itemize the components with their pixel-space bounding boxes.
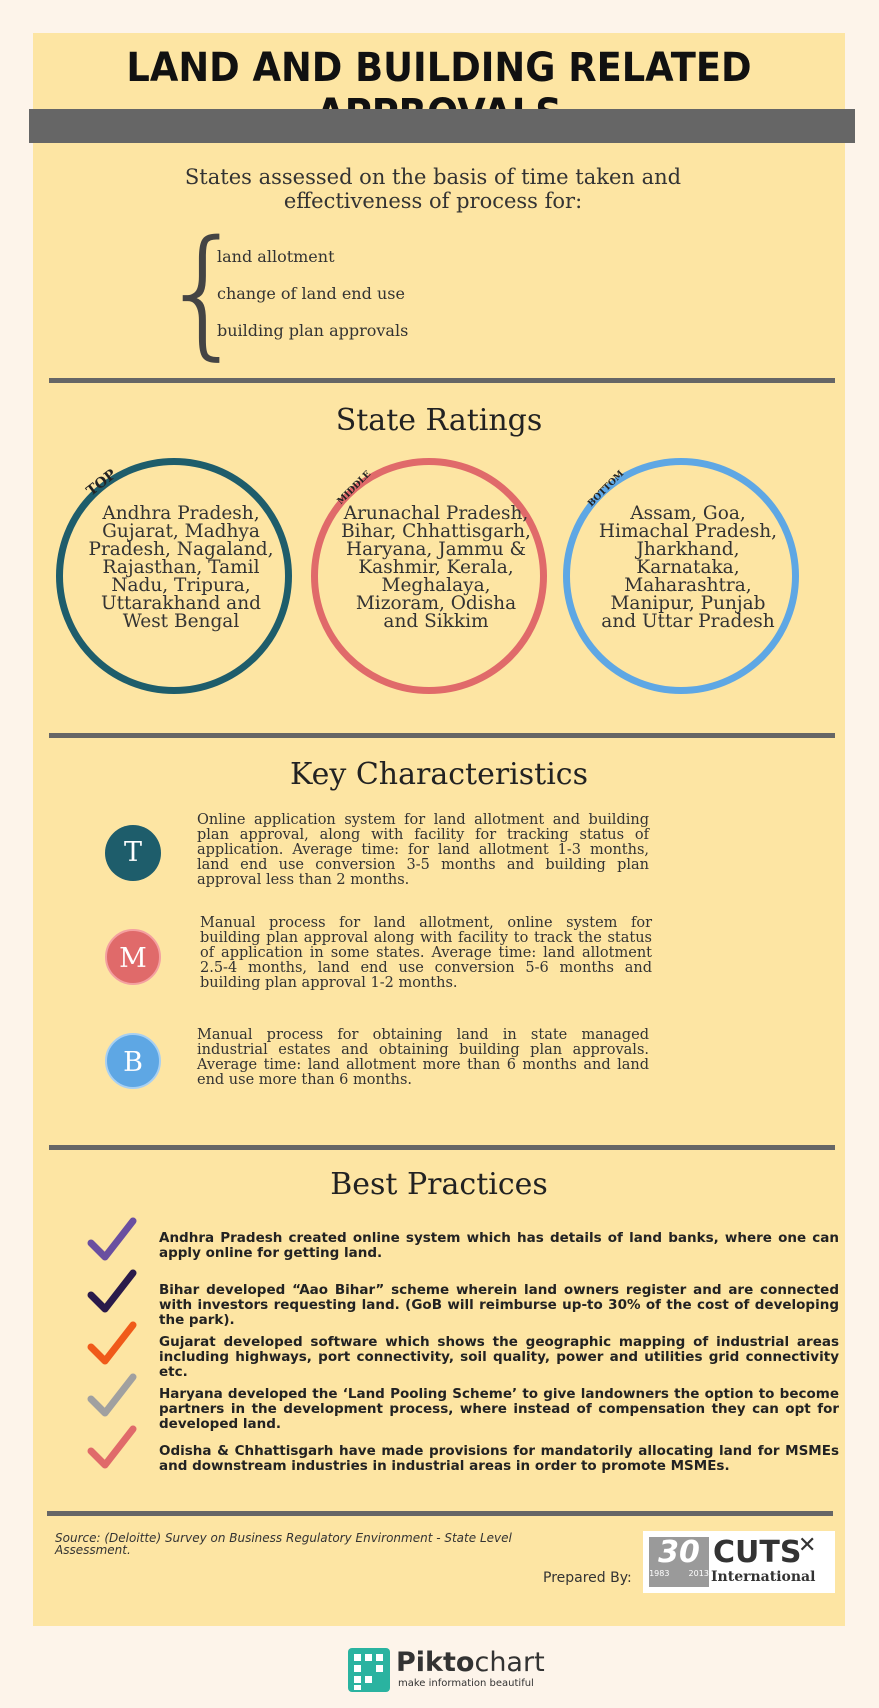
criteria-item: land allotment <box>217 247 335 266</box>
practice-item: Odisha & Chhattisgarh have made provisions for mandatorily allocating land for MSMEs and downstream industries in industrial areas in order to promote MSMEs. <box>159 1443 839 1474</box>
check-icon <box>87 1371 139 1421</box>
rating-label-bottom: BOTTOM <box>586 469 627 509</box>
piktochart-logo-icon <box>348 1648 390 1692</box>
brace-icon: { <box>159 211 249 374</box>
criteria-item: change of land end use <box>217 284 405 303</box>
source-note: Source: (Deloitte) Survey on Business Regulatory Environment - State Level Assessment. <box>55 1531 512 1557</box>
key-characteristics-title: Key Characteristics <box>289 757 589 792</box>
badge-middle: M <box>105 929 161 985</box>
best-practices-title: Best Practices <box>330 1167 548 1202</box>
cuts-logo <box>643 1531 835 1593</box>
piktochart-wordmark: Piktochart <box>396 1647 545 1678</box>
piktochart-tagline: make information beautiful <box>398 1678 534 1689</box>
cuts-year-end: 2013 <box>688 1569 709 1578</box>
characteristic-bottom-text: Manual process for obtaining land in state managed industrial estates and obtaining building plan approvals. Average time: land allotment more than 6 months and land end use more than 6 months. <box>197 1027 649 1088</box>
cuts-logo-subname: International <box>711 1569 816 1585</box>
infographic-poster <box>33 33 845 1626</box>
characteristic-middle-text: Manual process for land allotment, online system for building plan approval along with facility to track the status of application in some states. Average time: land allotment 2.5-4 months, land end use conversion 5-6 months and building plan approval 1-2 months. <box>200 915 652 991</box>
rating-label-top: TOP <box>83 466 120 500</box>
badge-bottom: B <box>105 1033 161 1089</box>
section-divider <box>49 378 835 383</box>
criteria-list <box>217 247 408 358</box>
check-icon <box>87 1215 139 1265</box>
section-divider <box>49 733 835 738</box>
cuts-anniversary-badge <box>649 1537 709 1587</box>
badge-top: T <box>105 825 161 881</box>
practice-item: Andhra Pradesh created online system which has details of land banks, where one can apply online for getting land. <box>159 1230 839 1261</box>
cuts-anniversary-number: 30 <box>658 1535 700 1570</box>
characteristic-top-text: Online application system for land allotment and building plan approval, along with facility for tracking status of application. Average time: for land allotment 1-3 months, land end use conversion 3-5 months and building plan approval less than 2 months. <box>197 812 649 888</box>
rating-label-middle: MIDDLE <box>335 469 374 507</box>
cuts-cross-icon: ✕ <box>798 1533 817 1558</box>
check-icon <box>87 1423 139 1473</box>
practice-item: Haryana developed the ‘Land Pooling Scheme’ to give landowners the option to become partners in the development process, where instead of compensation they can opt for developed land. <box>159 1386 839 1432</box>
rating-states-middle: Arunachal Pradesh, Bihar, Chhattisgarh, Haryana, Jammu & Kashmir, Kerala, Meghalaya, Mizoram, Odisha and Sikkim <box>341 503 531 632</box>
check-icon <box>87 1319 139 1369</box>
prepared-by-label: Prepared By: <box>543 1570 632 1586</box>
criteria-item: building plan approvals <box>217 321 409 340</box>
page-title: LAND AND BUILDING RELATED <box>126 45 752 91</box>
intro-text: States assessed on the basis of time taken and effectiveness of process for: <box>184 165 682 213</box>
practice-item: Bihar developed “Aao Bihar” scheme wherein land owners register and are connected with investors requesting land. (GoB will reimburse up-to 30% of the cost of developing the park). <box>159 1282 839 1328</box>
title-divider-bar <box>29 109 855 143</box>
section-divider <box>49 1145 835 1150</box>
section-divider <box>47 1511 833 1516</box>
state-ratings-title: State Ratings <box>335 403 543 438</box>
check-icon <box>87 1267 139 1317</box>
rating-states-top: Andhra Pradesh, Gujarat, Madhya Pradesh, Nagaland, Rajasthan, Tamil Nadu, Tripura, Uttarakhand and West Bengal <box>88 503 274 632</box>
practice-item: Gujarat developed software which shows the geographic mapping of industrial areas including highways, port connectivity, soil quality, power and utilities grid connectivity etc. <box>159 1334 839 1380</box>
cuts-logo-name: CUTS <box>713 1535 802 1570</box>
rating-states-bottom: Assam, Goa, Himachal Pradesh, Jharkhand, Karnataka, Maharashtra, Manipur, Punjab and Uttar Pradesh <box>598 503 778 632</box>
cuts-year-start: 1983 <box>649 1569 670 1578</box>
